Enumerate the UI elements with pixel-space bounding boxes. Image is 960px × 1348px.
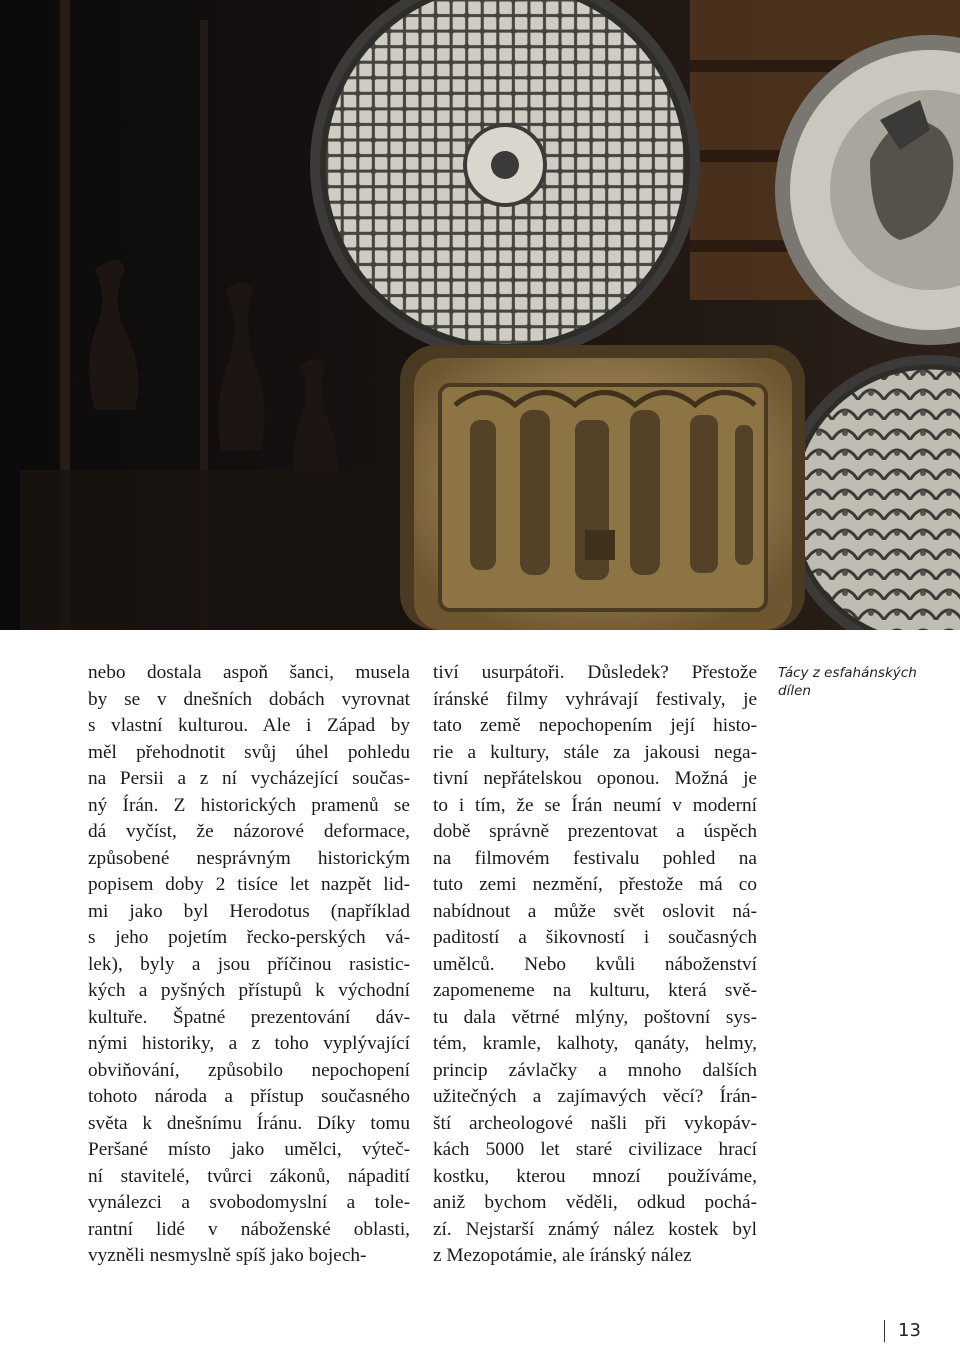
text-column-right [433, 660, 757, 1270]
text-line: tiví usurpátoři. Důsledek? Přestože [433, 662, 757, 683]
text-line: umělců. Nebo kvůli náboženství [433, 953, 757, 975]
text-line: obviňování, způsobilo nepochopení [88, 1059, 410, 1081]
text-line: s jeho pojetím řecko-perských vá- [88, 927, 410, 948]
text-line: mi jako byl Herodotus (například [88, 900, 410, 922]
text-column-left [88, 660, 410, 1270]
page-number: 13 [898, 1320, 921, 1341]
text-line: lek), byly a jsou příčinou rasistic- [88, 953, 410, 975]
text-line: tuto zemi nezmění, přestože má co [433, 874, 757, 895]
text-line: kostku, kterou mnozí používáme, [433, 1165, 757, 1187]
text-line: ní stavitelé, tvůrci zákonů, nápadití [88, 1165, 410, 1187]
text-line: ští archeologové našli při vykopáv- [433, 1112, 757, 1134]
text-line: tivní nepřátelskou oponou. Možná je [433, 768, 757, 789]
text-line: kultuře. Špatné prezentování dáv- [88, 1006, 410, 1028]
text-line: na filmovém festivalu pohled na [433, 847, 757, 869]
text-line: zapomeneme na kulturu, která svě- [433, 980, 757, 1001]
text-line: z Mezopotámie, ale íránský nález [433, 1245, 692, 1266]
text-line: zí. Nejstarší známý nález kostek byl [433, 1218, 757, 1240]
text-line: kách 5000 let staré civilizace hrací [433, 1139, 757, 1160]
text-line: tohoto národa a přístup současného [88, 1086, 410, 1107]
text-line: světa k dnešnímu Íránu. Díky tomu [88, 1112, 410, 1134]
caption-line: Tácy z esfahánských [778, 665, 917, 681]
text-line: popisem doby 2 tisíce let nazpět lid- [88, 874, 410, 895]
text-line: rantní lidé v náboženské oblasti, [88, 1218, 410, 1240]
text-line: by se v dnešních dobách vyrovnat [88, 688, 410, 710]
text-line: s vlastní kulturou. Ale i Západ by [88, 715, 410, 736]
text-line: tato země nepochopením její histo- [433, 715, 757, 736]
text-line: aniž bychom věděli, odkud pochá- [433, 1192, 757, 1213]
photo-isfahan-trays [0, 0, 960, 630]
page-number-rule [884, 1320, 885, 1342]
text-line: nými historiky, a z toho vyplývající [88, 1033, 410, 1054]
text-line: íránské filmy vyhrávají festivaly, je [433, 688, 757, 710]
golden-tray [400, 345, 805, 630]
text-line: nabídnout a může svět oslovit ná- [433, 900, 757, 922]
caption-line: dílen [778, 683, 811, 699]
text-line: princip závlačky a mnoho dalších [433, 1059, 757, 1081]
text-line: rie a kultury, stále za jakousi nega- [433, 741, 757, 763]
text-line: na Persii a z ní vycházející součas- [88, 768, 410, 789]
text-line: způsobené nesprávným historickým [88, 847, 410, 869]
photo-illustration [0, 0, 960, 630]
text-line: to i tím, že se Írán neumí v moderní [433, 794, 757, 816]
text-line: Peršané místo jako umělci, výteč- [88, 1139, 410, 1160]
text-line: vyzněli nesmyslně spíš jako bojech- [88, 1245, 367, 1266]
text-line: ný Írán. Z historických pramenů se [88, 794, 410, 816]
text-line: užitečných a zajímavých věcí? Írán- [433, 1086, 757, 1107]
text-line: nebo dostala aspoň šanci, musela [88, 662, 410, 683]
text-line: dá vyčíst, že názorové deformace, [88, 821, 410, 842]
text-line: paditostí a šikovností i současných [433, 927, 757, 948]
text-line: měl přehodnotit svůj úhel pohledu [88, 741, 410, 763]
photo-caption [778, 664, 928, 700]
text-line: vynálezci a svobodomyslní a tole- [88, 1192, 410, 1213]
text-line: kých a pyšných přístupů k východní [88, 980, 410, 1001]
text-line: tu dala větrné mlýny, poštovní sys- [433, 1006, 757, 1028]
text-line: tém, kramle, kalhoty, qanáty, helmy, [433, 1033, 757, 1054]
text-line: době správně prezentovat a úspěch [433, 821, 757, 842]
